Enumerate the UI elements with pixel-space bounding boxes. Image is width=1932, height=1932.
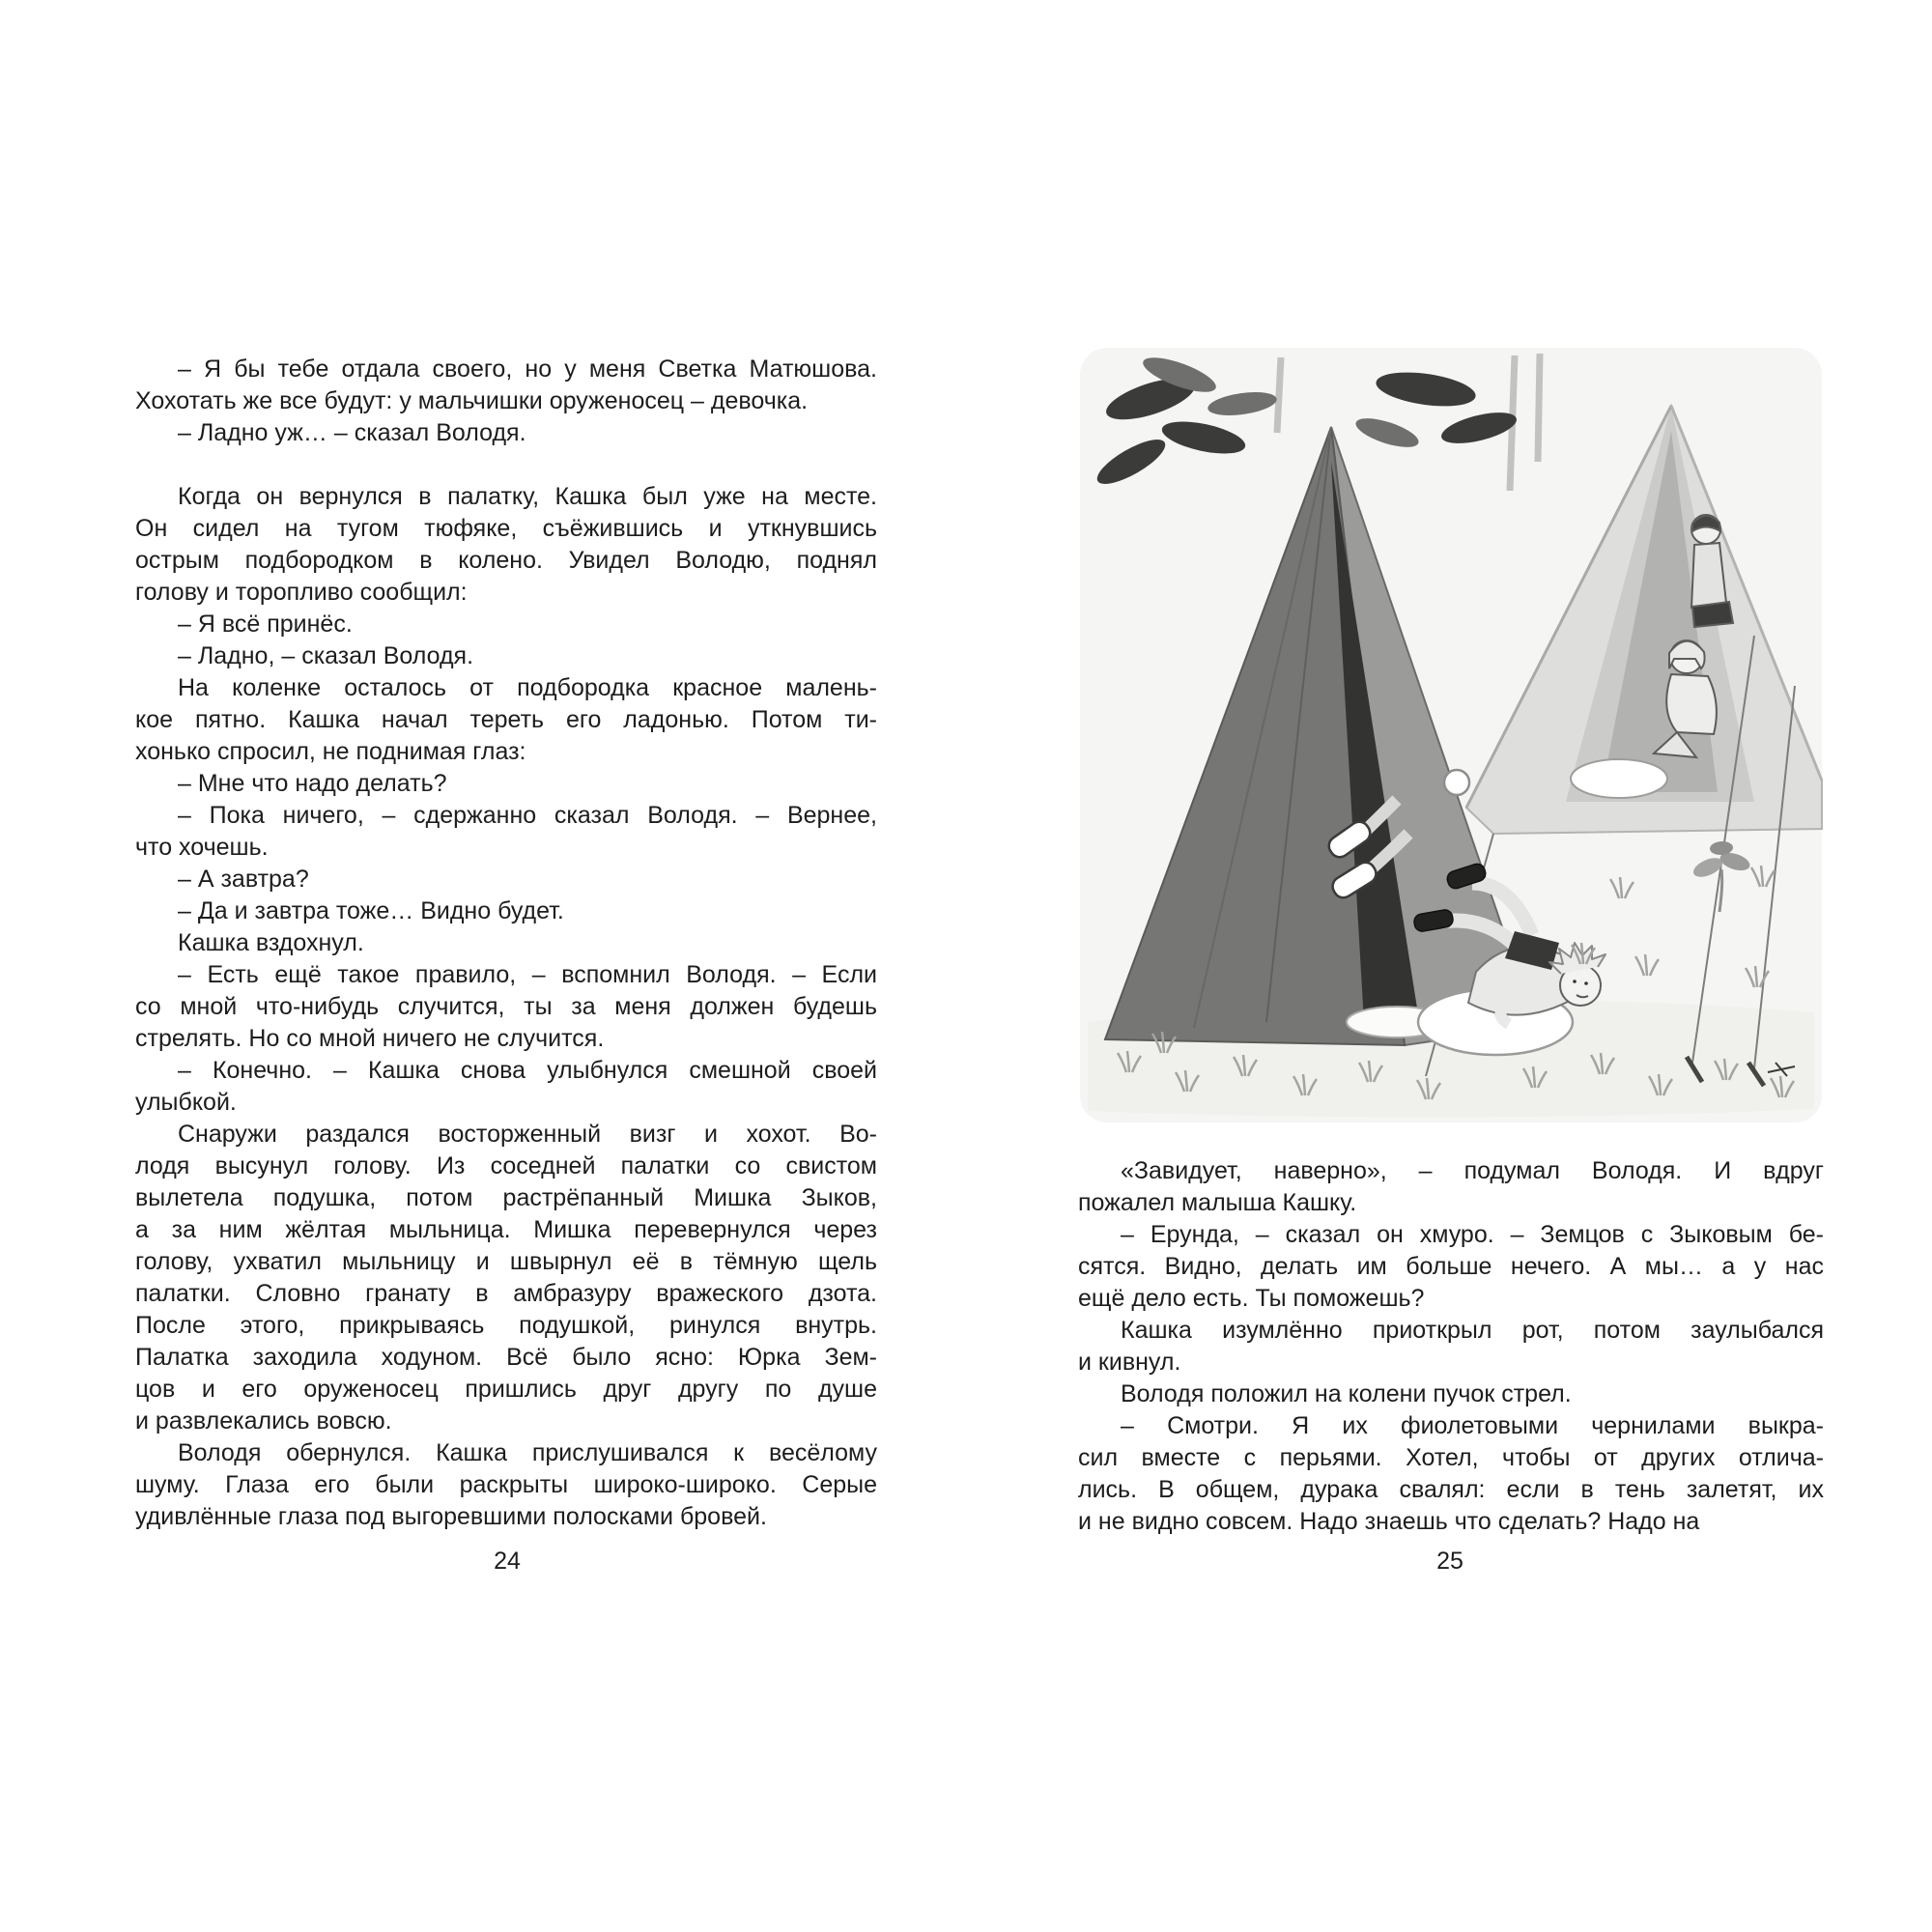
- text-line: и не видно совсем. Надо знаешь что сделать? Надо на: [1078, 1508, 1700, 1535]
- paragraph: [135, 1055, 877, 1119]
- text-line: – Ерунда, – сказал он хмуро. – Земцов с Зыковым бе-: [1121, 1221, 1824, 1248]
- text-line: со мной что-нибудь случится, ты за меня должен будешь: [135, 993, 877, 1020]
- right-page-number: 25: [1436, 1548, 1463, 1575]
- paragraph: [135, 864, 877, 895]
- text-line: что хочешь.: [135, 834, 269, 861]
- text-line: голову, ухватил мыльницу и швырнул её в тёмную щель: [135, 1248, 877, 1275]
- text-line: хонько спросил, не поднимая глаз:: [135, 738, 526, 765]
- text-line: Он сидел на тугом тюфяке, съёжившись и уткнувшись: [135, 515, 877, 542]
- paragraph: [135, 354, 877, 417]
- text-line: – Мне что надо делать?: [178, 770, 447, 797]
- paragraph: [135, 1119, 877, 1437]
- left-page-number: 24: [494, 1548, 521, 1575]
- text-line: лодя высунул голову. Из соседней палатки со свистом: [135, 1152, 877, 1179]
- text-line: – Конечно. – Кашка снова улыбнулся смешной своей: [178, 1057, 877, 1084]
- text-line: – Я всё принёс.: [178, 611, 353, 638]
- text-line: пожалел малыша Кашку.: [1078, 1189, 1357, 1216]
- paragraph: [135, 640, 877, 672]
- paragraph: [135, 672, 877, 768]
- text-line: вылетела подушка, потом растрёпанный Мишка Зыков,: [135, 1184, 877, 1211]
- text-line: голову и торопливо сообщил:: [135, 579, 468, 606]
- paragraph: [135, 800, 877, 864]
- text-line: цов и его оруженосец пришлись друг другу по душе: [135, 1376, 877, 1403]
- text-line: удивлённые глаза под выгоревшими полосками бровей.: [135, 1503, 767, 1530]
- illustration: [1078, 346, 1824, 1124]
- text-line: – Смотри. Я их фиолетовыми чернилами выкра-: [1121, 1412, 1824, 1439]
- text-line: – Ладно уж… – сказал Володя.: [178, 419, 526, 446]
- paragraph: [135, 927, 877, 959]
- paragraph: [1078, 1219, 1824, 1315]
- paragraph: [135, 609, 877, 640]
- text-line: сятся. Видно, делать им больше нечего. А мы… а у нас: [1078, 1253, 1824, 1280]
- text-line: лись. В общем, дурака свалял: если в тень залетят, их: [1078, 1476, 1824, 1503]
- text-line: сил вместе с перьями. Хотел, чтобы от других отлича-: [1078, 1444, 1824, 1471]
- paragraph: [135, 959, 877, 1055]
- text-line: – Я бы тебе отдала своего, но у меня Светка Матюшова.: [178, 355, 877, 383]
- paragraph: [1078, 1315, 1824, 1378]
- pillow-in-tent: [1571, 759, 1667, 798]
- text-line: На коленке осталось от подбородка красное малень-: [178, 674, 877, 701]
- paragraph: [135, 417, 877, 449]
- paragraph: [1078, 1378, 1824, 1410]
- text-line: улыбкой.: [135, 1089, 237, 1116]
- text-line: Кашка изумлённо приоткрыл рот, потом заулыбался: [1121, 1317, 1824, 1344]
- text-line: «Завидует, наверно», – подумал Володя. И вдруг: [1121, 1157, 1824, 1184]
- text-line: ещё дело есть. Ты поможешь?: [1078, 1285, 1425, 1312]
- paragraph: [1078, 1155, 1824, 1219]
- text-line: кое пятно. Кашка начал тереть его ладонью. Потом ти-: [135, 706, 877, 733]
- text-line: и кивнул.: [1078, 1349, 1181, 1376]
- text-line: и развлекались вовсю.: [135, 1407, 392, 1435]
- text-line: Володя положил на колени пучок стрел.: [1121, 1380, 1572, 1407]
- soap-dish: [1444, 770, 1469, 795]
- text-line: острым подбородком в колено. Увидел Володю, поднял: [135, 547, 877, 574]
- text-line: – Ладно, – сказал Володя.: [178, 642, 474, 669]
- text-line: Володя обернулся. Кашка прислушивался к весёлому: [178, 1439, 877, 1466]
- paragraph: [135, 895, 877, 927]
- text-line: палатки. Словно гранату в амбразуру вражеского дзота.: [135, 1280, 877, 1307]
- text-line: После этого, прикрываясь подушкой, ринулся внутрь.: [135, 1312, 877, 1339]
- right-page-text: [1078, 1155, 1824, 1538]
- text-line: шуму. Глаза его были раскрыты широко-широко. Серые: [135, 1471, 877, 1498]
- text-line: Хохотать же все будут: у мальчишки оруженосец – девочка.: [135, 387, 809, 414]
- illustration-svg: [1078, 346, 1824, 1124]
- paragraph: [135, 481, 877, 609]
- text-line: Кашка вздохнул.: [178, 929, 364, 956]
- text-line: стрелять. Но со мной ничего не случится.: [135, 1025, 605, 1052]
- text-line: – Пока ничего, – сдержанно сказал Володя. – Вернее,: [178, 802, 877, 829]
- text-line: – Да и завтра тоже… Видно будет.: [178, 897, 564, 924]
- paragraph: [1078, 1410, 1824, 1538]
- text-line: – А завтра?: [178, 866, 309, 893]
- left-page-text: [135, 354, 877, 1533]
- text-line: – Есть ещё такое правило, – вспомнил Володя. – Если: [178, 961, 877, 988]
- text-line: а за ним жёлтая мыльница. Мишка перевернулся через: [135, 1216, 877, 1243]
- paragraph: [135, 1437, 877, 1533]
- text-line: Снаружи раздался восторженный визг и хохот. Во-: [178, 1121, 877, 1148]
- text-line: Палатка заходила ходуном. Всё было ясно: Юрка Зем-: [135, 1344, 877, 1371]
- text-line: Когда он вернулся в палатку, Кашка был уже на месте.: [178, 483, 877, 510]
- paragraph: [135, 768, 877, 800]
